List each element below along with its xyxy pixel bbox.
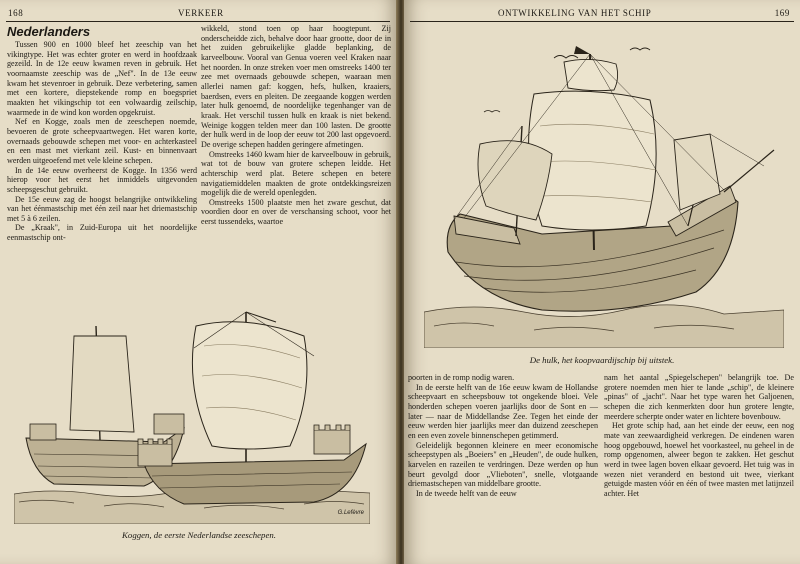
- left-column-2: [201, 24, 391, 324]
- right-header-rule: [410, 21, 794, 22]
- right-page-number: 169: [774, 8, 790, 18]
- paragraph: poorten in de romp nodig waren.: [408, 373, 515, 382]
- paragraph: Tussen 900 en 1000 bleef het zeeschip van het vikingtype. Het was echter groter en werd in hoofdzaak gezeild. In de 12e eeuw kwamen reven in gebruik. Het voornaamste zeeschip was de „Nef". In de 13e eeuw kwam het stevenroer in gebruik. Deze verbetering, samen met een kortere, diepstekende romp en boegspriet maakten het vikingschip tot een volwaardig zeilschip, waarmede in de wind kon worden opgekruist.: [7, 40, 197, 117]
- left-header-rule: [6, 21, 390, 22]
- hulk-drawing: [424, 30, 784, 348]
- paragraph: In de eerste helft van de 16e eeuw kwam de Hollandse scheepvaart en scheepsbouw tot ongekende bloei. Vele honderden schepen voeren jaarlijks door de Sont en — later — naar de Middellandse Zee. Tegen het einde der eeuw werden hier jaarlijks meer dan duizend zeeschepen en een even zovele binnenschepen getimmerd.: [408, 382, 598, 440]
- right-running-head: ONTWIKKELING VAN HET SCHIP: [498, 8, 652, 18]
- left-page: [0, 0, 398, 564]
- paragraph: wikkeld, stond toen op haar hoogtepunt. Zij onderscheidde zich, behalve door haar grootte, door de in het zuiden gebruikelijke gladde beplanking, de karveelbouw. Vooral van Genua voeren veel Kraken naar het noorden. In onze streken voer men omstreeks 1400 ter zee met overnaads gebouwde schepen, waaraan men allerlei namen gaf: koggen, hefs, hulken, kraaiers, baerdsen, evers en pleiten. De zeegaande koggen werden later hulk genoemd, de noordelijke tegenhanger van de kraak. Het verschil tussen hulk en kraak is niet bekend. Weinige koggen telden meer dan 100 lasten. De grootte der hulk werd in de loop der eeuw tot 200 last opgevoerd. De overige schepen hadden geringere afmetingen.: [201, 24, 391, 149]
- koggen-caption: Koggen, de eerste Nederlandse zeeschepen.: [122, 530, 276, 540]
- koggen-illustration: [14, 296, 370, 524]
- paragraph: Omstreeks 1460 kwam hier de karveelbouw in gebruik, wat tot de bouw van grotere schepen leidde. Het achterschip werd plat. Betere schepen en betere navigatiemiddelen maakten de grote ontdekkingsreizen mogelijk die de wereld openlegden.: [201, 149, 391, 198]
- right-page: [404, 0, 800, 564]
- left-running-head: VERKEER: [178, 8, 224, 18]
- paragraph: Het grote schip had, aan het einde der eeuw, een nog mate van zeewaardigheid verkregen. De eindenen waren hoog opgebouwd, hoewel het voorkasteel, nu geheel in de romp opgenomen, alweer begon te zakken. Het geschut werd in twee lagen boven elkaar gevoerd. Het tuig was in wezen niet veranderd en bestond uit twee, vierkant getuigde masten vóór en één of twee masten met latijnzeil achter. Het: [604, 421, 794, 498]
- left-column-1: [7, 24, 197, 324]
- left-page-number: 168: [8, 8, 24, 18]
- paragraph: De 15e eeuw zag de hoogst belangrijke ontwikkeling van het éénmastschip met één zeil naar het driemastschip met 5 à 6 zeilen.: [7, 194, 197, 223]
- paragraph: In de 14e eeuw overheerst de Kogge. In 1356 werd hierop voor het eerst het inmiddels uitgevonden scheepsgeschut gebruikt.: [7, 165, 197, 194]
- paragraph: Omstreeks 1500 plaatste men het zware geschut, dat voordien door en over de verschansing schoot, voor het eerst tussendeks, waartoe: [201, 197, 391, 227]
- artist-signature: G.Lefèvre: [337, 510, 364, 516]
- hulk-illustration: [424, 30, 784, 348]
- right-column-1: [408, 373, 598, 561]
- paragraph: Nef en Kogge, zoals men de zeeschepen noemde, bevoeren de grote scheepvaartwegen. Het waren korte, overnaads gebouwde schepen met voor- en achterkasteel en een mast met vierkant zeil. Kust- en binnenvaart werden uitgeoefend met vele kleine schepen.: [7, 117, 197, 165]
- section-heading: Nederlanders: [7, 24, 91, 39]
- paragraph: De „Kraak", in Zuid-Europa uit het noordelijke eenmastschip ont-: [7, 223, 197, 243]
- paragraph: nam het aantal „Spiegelschepen" belangrijk toe. De grotere noemden men hier te lande „schip", de kleinere „pinas" of „jacht". Naar het type waren het Galjoenen, schepen die zich kenmerkten door hun grotere lengte, meerdere scherpte onder water en lichtere bovenbouw.: [604, 373, 794, 421]
- right-column-2: [604, 373, 794, 561]
- hulk-caption: De hulk, het koopvaardijschip bij uitstek.: [529, 355, 675, 365]
- paragraph: Geleidelijk begonnen kleinere en meer economische scheepstypen als „Boeiers" en „Heuden", de oude hulken, karvelen en razeilen te verdringen. Deze werden op hun beurt gevolgd door „Vlieboten", snelle, vlotgaande driemastschepen van middelbare grootte.: [408, 440, 598, 489]
- paragraph: In de tweede helft van de eeuw: [416, 488, 517, 498]
- koggen-drawing: [14, 296, 370, 524]
